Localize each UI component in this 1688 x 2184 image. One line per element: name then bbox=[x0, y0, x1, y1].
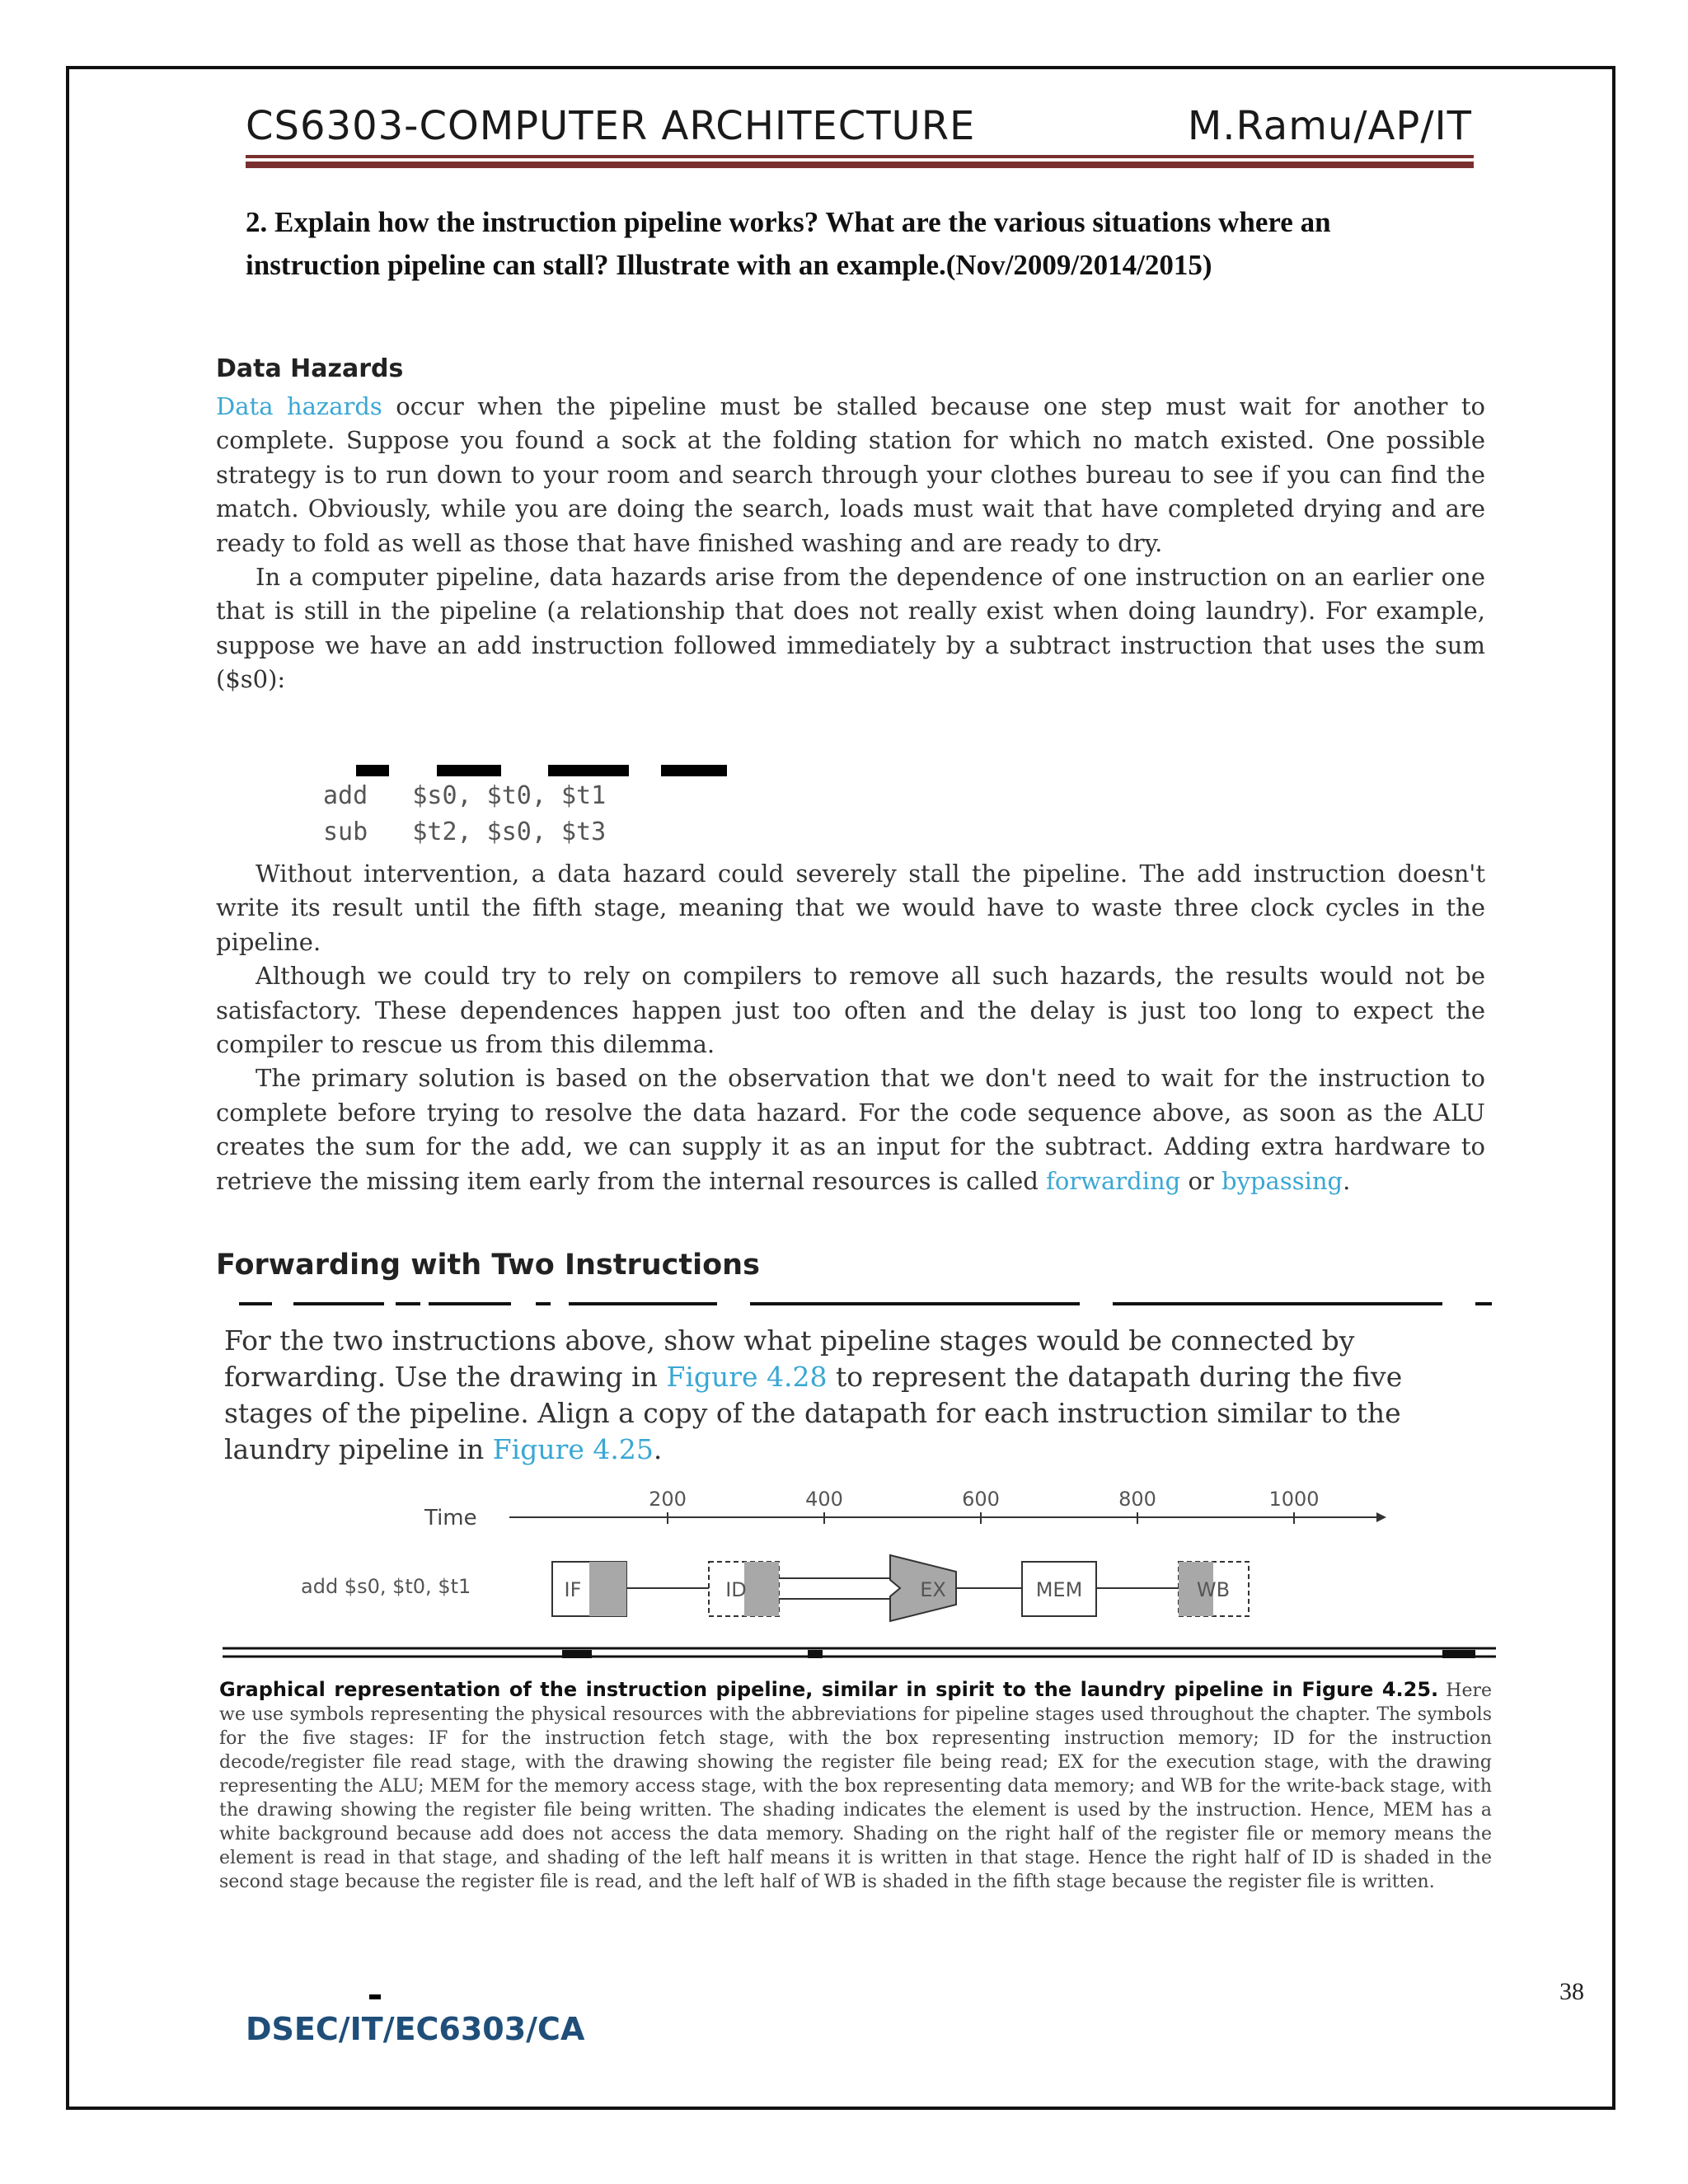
stage-label: EX bbox=[920, 1578, 946, 1601]
tick-label: 200 bbox=[649, 1488, 687, 1511]
scanned-section-cont bbox=[216, 857, 1485, 1198]
stage-mem bbox=[1022, 1562, 1096, 1616]
redaction-bar bbox=[356, 765, 389, 776]
paragraph-5 bbox=[216, 1062, 1485, 1198]
stage-id bbox=[709, 1562, 779, 1616]
stage-label: WB bbox=[1196, 1578, 1231, 1601]
row-label: add $s0, $t0, $t1 bbox=[301, 1575, 471, 1598]
paragraph-5-end: . bbox=[1343, 1166, 1351, 1195]
paragraph-3: Without intervention, a data hazard could severely stall the pipeline. The add instruction doesn't write its result until the fifth stage, meaning that we would have to waste three clock cycles in the pipeline. bbox=[216, 860, 1485, 956]
stage-label: IF bbox=[564, 1578, 582, 1601]
paragraph-2: In a computer pipeline, data hazards arise from the dependence of one instruction on an earlier one that is still in the pipeline (a relationship that does not really exist when doing laundry). For example, suppose we have an add instruction followed immediately by a subtract instruction that uses the sum ($s0): bbox=[216, 563, 1485, 694]
time-axis-arrow bbox=[1376, 1512, 1386, 1522]
code-line-1: add $s0, $t0, $t1 bbox=[323, 781, 607, 810]
caption-body: Here we use symbols representing the physical resources with the abbreviations for pipeline stages used throughout the chapter. The symbols for the five stages: IF for the instruction fetch stage, with the box representing instruction memory; ID for the instruction decode/register file read stage, with the drawing showing the register file being read; EX for the execution stage, with the drawing representing the ALU; MEM for the memory access stage, with the box representing data memory; and WB for the write-back stage, with the drawing showing the register file being written. The shading indicates the element is used by the instruction. Hence, MEM has a white background because add does not access the data memory. Shading on the right half of the register file or memory means the element is read in that stage, and shading of the left half means it is written in that stage. Hence the right half of ID is shaded in the second stage because the register file is read, and the left half of WB is shaded in the fifth stage because the register file is written. bbox=[219, 1680, 1493, 1892]
code-block bbox=[216, 778, 1485, 851]
stage-if bbox=[552, 1562, 626, 1616]
section-heading: Data Hazards bbox=[216, 354, 404, 383]
example-text-b: to represent the datapath during the five stages of the pipeline. Align a copy of the datapath for each instruction similar to the laundry pipeline in bbox=[224, 1361, 1403, 1465]
scanned-section bbox=[216, 354, 1485, 697]
tick-4 bbox=[1268, 1488, 1319, 1524]
stage-label: MEM bbox=[1035, 1578, 1083, 1601]
term-forwarding: forwarding bbox=[1046, 1166, 1181, 1195]
tick-label: 400 bbox=[805, 1488, 843, 1511]
figure-ref-4-28: Figure 4.28 bbox=[666, 1361, 828, 1393]
time-label: Time bbox=[424, 1506, 477, 1530]
paragraph-4: Although we could try to rely on compilers to remove all such hazards, the results would not be satisfactory. These dependences happen just too often and the delay is just too long to expect the compiler to rescue us from this dilemma. bbox=[216, 962, 1485, 1059]
caption-figure-ref: Figure 4.25. bbox=[1301, 1678, 1439, 1701]
example-separator bbox=[239, 1301, 1492, 1309]
redaction-bar bbox=[437, 765, 501, 776]
redaction-bar bbox=[548, 765, 629, 776]
redaction-bar bbox=[661, 765, 727, 776]
code-line-2: sub $t2, $s0, $t3 bbox=[323, 818, 607, 846]
example-title-wrap bbox=[216, 1249, 1485, 1282]
paragraph-5-or: or bbox=[1180, 1166, 1222, 1195]
footer-code: DSEC/IT/EC6303/CA bbox=[246, 2011, 585, 2047]
stage-wb bbox=[1179, 1562, 1249, 1616]
page-number: 38 bbox=[1559, 1978, 1584, 2005]
caption-lead: Graphical representation of the instruction pipeline, similar in spirit to the laundry pipeline in bbox=[219, 1678, 1302, 1701]
tick-3 bbox=[1118, 1488, 1156, 1524]
example-title: Forwarding with Two Instructions bbox=[216, 1249, 760, 1282]
author-label: M.Ramu/AP/IT bbox=[1187, 103, 1472, 149]
example-body-wrap bbox=[224, 1323, 1490, 1468]
tick-2 bbox=[962, 1488, 1000, 1524]
pipeline-figure bbox=[280, 1488, 1434, 1652]
redaction-mark bbox=[369, 1994, 381, 1999]
tick-label: 600 bbox=[962, 1488, 1000, 1511]
tick-label: 800 bbox=[1118, 1488, 1156, 1511]
stage-label: ID bbox=[725, 1578, 747, 1601]
figure-caption-wrap bbox=[219, 1678, 1492, 1894]
tick-1 bbox=[805, 1488, 843, 1524]
figure-ref-4-25: Figure 4.25 bbox=[492, 1433, 654, 1465]
example-text-c: . bbox=[653, 1433, 663, 1465]
term-bypassing: bypassing bbox=[1221, 1166, 1343, 1195]
tick-label: 1000 bbox=[1268, 1488, 1320, 1511]
paragraph-1-text: occur when the pipeline must be stalled because one step must wait for another to complete. Suppose you found a sock at the folding station for which no match existed. One possible strategy is to run down to your room and search through your clothes bureau to see if you can find the match. Obviously, while you are doing the search, loads must wait that have completed drying and are ready to fold as well as those that have finished washing and are ready to dry. bbox=[216, 392, 1486, 557]
example-body bbox=[224, 1323, 1490, 1468]
header-rule-thin bbox=[246, 155, 1474, 158]
example-text-a: For the two instructions above, show what pipeline stages would be connected by forwarding. Use the drawing in bbox=[224, 1324, 1355, 1393]
question-text: 2. Explain how the instruction pipeline works? What are the various situations where an instruction pipeline can stall? Illustrate with an example.(Nov/2009/2014/2015) bbox=[246, 206, 1331, 281]
header-rule-thick bbox=[246, 162, 1474, 168]
tick-0 bbox=[649, 1488, 687, 1524]
stage-ex bbox=[890, 1555, 956, 1621]
paragraph-5-text: The primary solution is based on the observation that we don't need to wait for the instruction to complete before trying to resolve the data hazard. For the code sequence above, as soon as the ALU creates the sum for the add, we can supply it as an input for the subtract. Adding extra hardware to retrieve the missing item early from the internal resources is called bbox=[216, 1064, 1485, 1195]
term-data-hazards: Data hazards bbox=[216, 392, 382, 420]
figure-rule bbox=[223, 1645, 1496, 1663]
course-title: CS6303-COMPUTER ARCHITECTURE bbox=[246, 103, 976, 149]
paragraph-1 bbox=[216, 390, 1485, 560]
figure-caption bbox=[219, 1678, 1492, 1894]
